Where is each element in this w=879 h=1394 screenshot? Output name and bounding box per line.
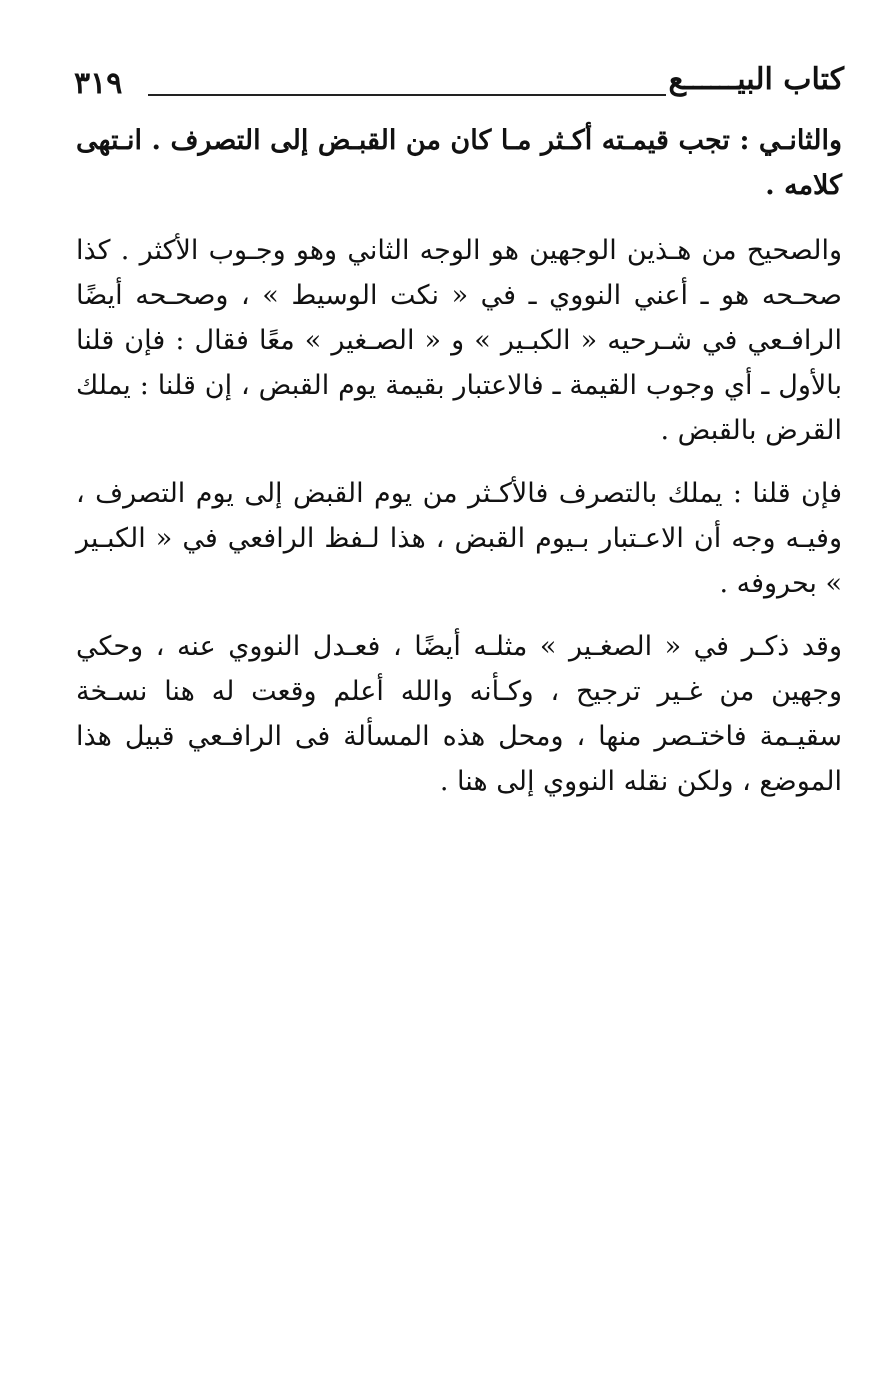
page-number: ٣١٩: [74, 66, 123, 101]
body-text: [76, 118, 842, 822]
paragraph-4: وقد ذكـر في « الصغـير » مثلـه أيضًا ، فعـدل النووي عنه ، وحكي وجهين من غـير ترجيح ، وكـأنه والله أعلم وقعت له هنا نسـخة سقيـمة فاختـصر منها ، ومحل هذه المسألة فى الرافـعي قبيل هذا الموضع ، ولكن نقله النووي إلى هنا .: [76, 631, 842, 797]
header-rule: [148, 94, 666, 96]
page-header: [74, 58, 844, 108]
running-title: كتاب البيــــــع: [668, 62, 844, 97]
paragraph-3: فإن قلنا : يملك بالتصرف فالأكـثر من يوم القبض إلى يوم التصرف ، وفيـه وجه أن الاعـتبار بـيوم القبض ، هذا لـفظ الرافعي في « الكبـير » بحروفه .: [76, 478, 842, 599]
paragraph-2: والصحيح من هـذين الوجهين هو الوجه الثاني وهو وجـوب الأكثر . كذا صحـحه هو ـ أعني النووي ـ في « نكت الوسيط » ، وصحـحه أيضًا الرافـعي في شـرحيه « الكبـير » و « الصـغير » معًا فقال : فإن قلنا بالأول ـ أي وجوب القيمة ـ فالاعتبار بقيمة يوم القبض ، إن قلنا : يملك القرض بالقبض .: [76, 235, 842, 446]
paragraph-1: والثانـي : تجب قيمـته أكـثر مـا كان من القبـض إلى التصرف . انـتهى كلامه .: [76, 125, 842, 201]
